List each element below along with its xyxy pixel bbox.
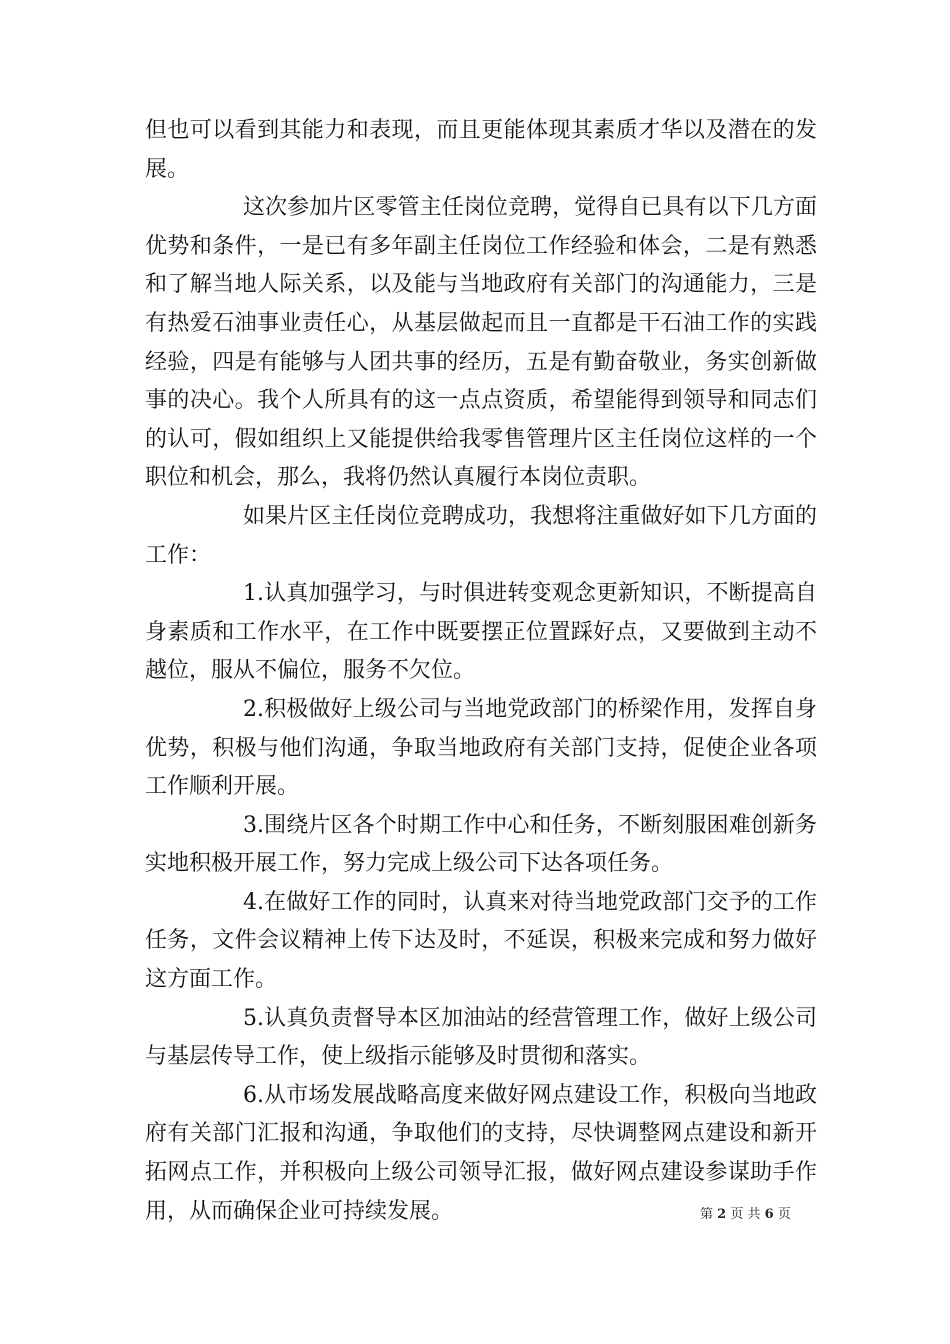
paragraph-qualifications: 这次参加片区零管主任岗位竞聘，觉得自已具有以下几方面优势和条件，一是已有多年副主任岗位工作经验和体会，二是有熟悉和了解当地人际关系，以及能与当地政府有关部门的沟通能力，三是有热爱石油事业责任心，从基层做起而且一直都是干石油工作的实践经验，四是有能够与人团共事的经历，五是有勤奋敬业，务实创新做事的决心。我个人所具有的这一点点资质，希望能得到领导和同志们的认可，假如组织上又能提供给我零售管理片区主任岗位这样的一个职位和机会，那么，我将仍然认真履行本岗位责职。 xyxy=(145,195,817,491)
paragraph-work-plan-intro: 如果片区主任岗位竞聘成功，我想将注重做好如下几方面的工作： xyxy=(145,503,817,568)
list-item-5: 5.认真负责督导本区加油站的经营管理工作，做好上级公司与基层传导工作，使上级指示能够及时贯彻和落实。 xyxy=(145,1005,817,1070)
current-page-number: 2 xyxy=(717,1207,727,1222)
page-number-footer xyxy=(700,1203,850,1222)
paragraph-continuation: 但也可以看到其能力和表现，而且更能体现其素质才华以及潜在的发展。 xyxy=(145,118,817,182)
document-body xyxy=(145,112,817,1231)
list-item-3: 3.围绕片区各个时期工作中心和任务，不断刻服困难创新务实地积极开展工作，努力完成上级公司下达各项任务。 xyxy=(145,812,817,877)
footer-suffix: 页 xyxy=(777,1207,791,1222)
list-item-6: 6.从市场发展战略高度来做好网点建设工作，积极向当地政府有关部门汇报和沟通，争取他们的支持，尽快调整网点建设和新开拓网点工作，并积极向上级公司领导汇报，做好网点建设参谋助手作用，从而确保企业可持续发展。 xyxy=(145,1082,817,1224)
footer-middle: 页 共 xyxy=(730,1207,761,1222)
list-item-4: 4.在做好工作的同时，认真来对待当地党政部门交予的工作任务，文件会议精神上传下达及时，不延误，积极来完成和努力做好这方面工作。 xyxy=(145,889,817,993)
footer-prefix: 第 xyxy=(700,1207,714,1222)
total-page-count: 6 xyxy=(764,1207,774,1222)
list-item-1: 1.认真加强学习，与时俱进转变观念更新知识，不断提高自身素质和工作水平，在工作中既要摆正位置踩好点，又要做到主动不越位，服从不偏位，服务不欠位。 xyxy=(145,581,817,684)
list-item-2: 2.积极做好上级公司与当地党政部门的桥梁作用，发挥自身优势，积极与他们沟通，争取当地政府有关部门支持，促使企业各项工作顺利开展。 xyxy=(145,696,817,800)
